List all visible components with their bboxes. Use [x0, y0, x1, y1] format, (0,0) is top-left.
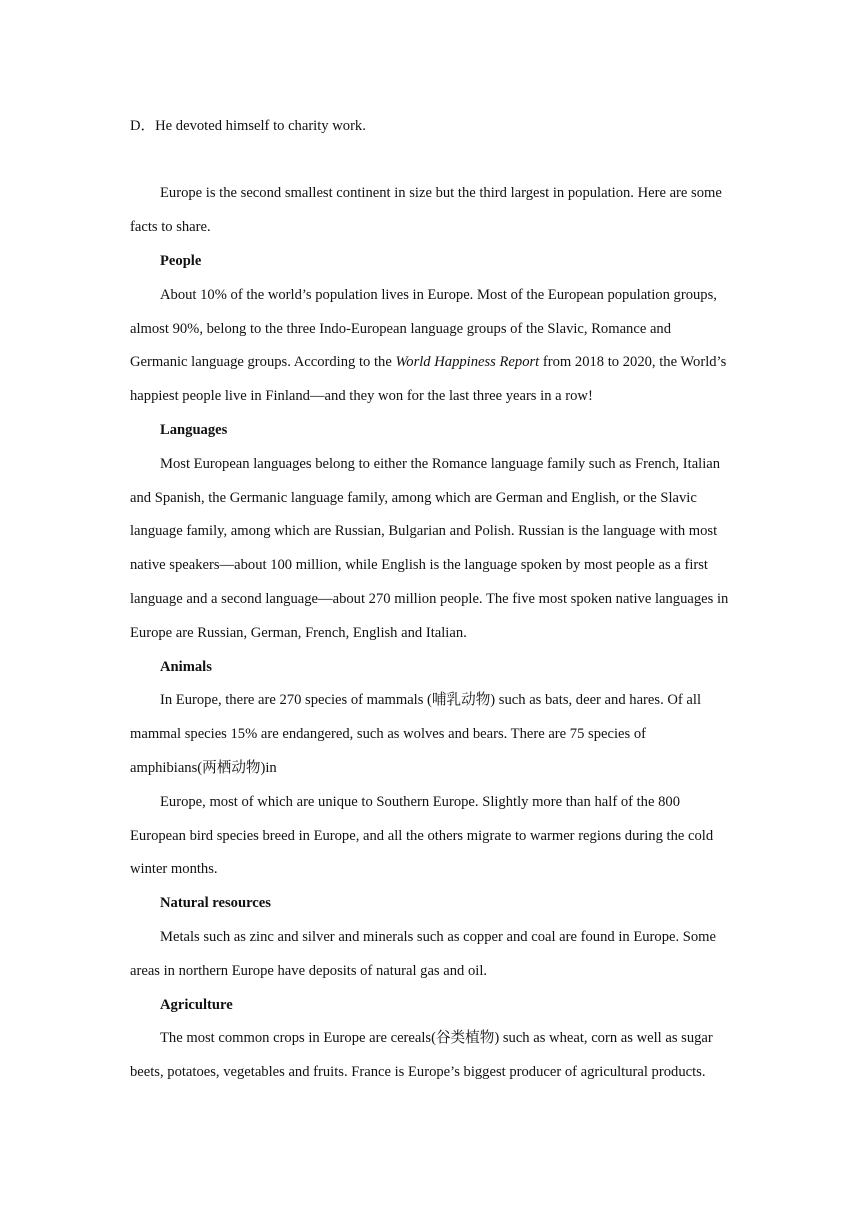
blank-line	[130, 144, 730, 178]
answer-option-d: D．He devoted himself to charity work.	[130, 118, 366, 134]
heading-languages: Languages	[160, 421, 228, 438]
heading-natural-resources: Natural resources	[160, 895, 271, 912]
languages-paragraph: Most European languages belong to either the Romance language family such as French, Italian and Spanish, the Germanic language family, among which are German and English, or the Slavic language family, among which are Russian, Bulgarian and Polish. Russian is the language with most native speakers—about 100 million, while English is the language spoken by most people as a first language and a second language—about 270 million people. The five most spoken native languages in Europe are Russian, German, French, English and Italian.	[130, 455, 729, 641]
animals-paragraph-1: In Europe, there are 270 species of mammals (哺乳动物) such as bats, deer and hares. Of all mammal species 15% are endangered, such as wolves and bears. There are 75 species of amphibians(两栖动物)in	[130, 692, 702, 776]
animals-paragraph-2: Europe, most of which are unique to Southern Europe. Slightly more than half of the 800 European bird species breed in Europe, and all the others migrate to warmer regions during the cold winter months.	[130, 793, 714, 878]
people-text-start: About 10% of the world’s population lives in Europe. Most of the European population groups, almost 90%, belong to the three Indo-European language groups of the Slavic, Romance and Germanic language groups. According to the	[130, 286, 717, 371]
heading-people: People	[160, 252, 202, 269]
people-paragraph	[130, 279, 730, 414]
agriculture-paragraph: The most common crops in Europe are cereals(谷类植物) such as wheat, corn as well as sugar beets, potatoes, vegetables and fruits. France is Europe’s biggest producer of agricultural products.	[130, 1030, 713, 1081]
report-title: World Happiness Report	[395, 354, 540, 371]
intro-paragraph: Europe is the second smallest continent in size but the third largest in population. Here are some facts to share.	[130, 185, 722, 236]
document-body	[130, 110, 730, 1090]
people-text-end: from 2018 to 2020, the World’s happiest people live in Finland—and they won for the last three years in a row!	[130, 354, 727, 405]
heading-agriculture: Agriculture	[160, 996, 233, 1013]
heading-animals: Animals	[160, 658, 212, 675]
natural-resources-paragraph: Metals such as zinc and silver and minerals such as copper and coal are found in Europe. Some areas in northern Europe have deposits of natural gas and oil.	[130, 928, 717, 979]
